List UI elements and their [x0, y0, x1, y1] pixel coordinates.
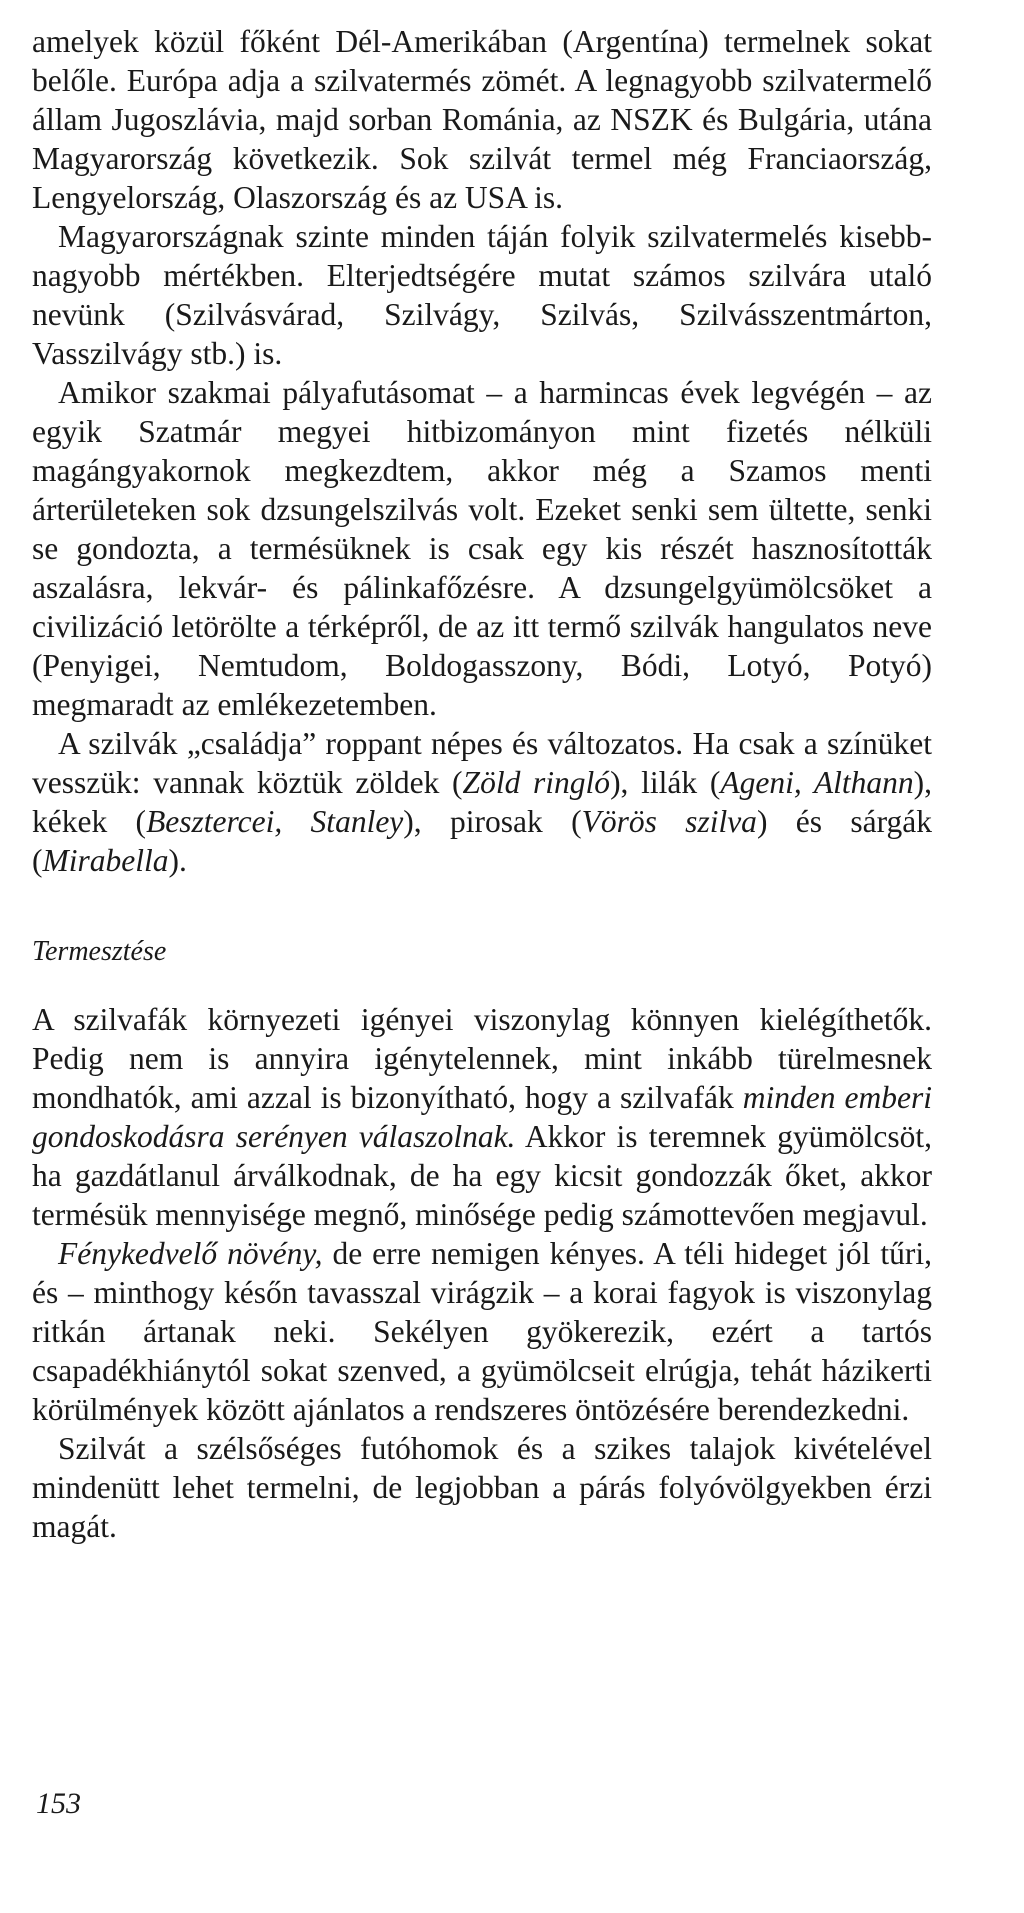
paragraph-5: [32, 1000, 932, 1234]
text-run: ) és sárgák (: [32, 804, 933, 878]
paragraph-6: [32, 1234, 932, 1429]
page-number: 153: [36, 1787, 81, 1820]
text-run: ), pirosak (: [403, 804, 582, 839]
emphasis: minden emberi gondoskodásra serényen válaszolnak.: [32, 1080, 932, 1154]
paragraph-4: [32, 724, 932, 880]
variety-name: Besztercei, Stanley: [146, 804, 404, 839]
text-run: A szilvák „családja” roppant népes és változatos. Ha csak a színüket vesszük: vannak köztük zöldek (: [32, 726, 932, 800]
paragraph-7: Szilvát a szélsőséges futóhomok és a szikes talajok kivételével mindenütt lehet termelni, de legjobban a párás folyóvölgyekben érzi magát.: [32, 1431, 932, 1544]
paragraph-3: Amikor szakmai pályafutásomat – a harmincas évek legvégén – az egyik Szatmár megyei hitbizományon mint fizetés nélküli magángyakornok megkezdtem, akkor még a Szamos menti árterületeken sok dzsungelszilvás volt. Ezeket senki sem ültette, senki se gondozta, a termésüknek is csak egy kis részét hasznosították aszalásra, lekvár- és pálinkafőzésre. A dzsungelgyümölcsöket a civilizáció letörölte a térképről, de az itt termő szilvák hangulatos neve (Penyigei, Nemtudom, Boldogasszony, Bódi, Lotyó, Potyó) megmaradt az emlékezetemben.: [32, 375, 932, 722]
variety-name: Ageni, Althann: [720, 765, 914, 800]
paragraph-1: amelyek közül főként Dél-Amerikában (Argentína) termelnek sokat belőle. Európa adja a szilvatermés zömét. A legnagyobb szilvatermelő állam Jugoszlávia, majd sorban Románia, az NSZK és Bulgária, utána Magyarország következik. Sok szilvát termel még Franciaország, Lengyelország, Olaszország és az USA is.: [32, 24, 932, 215]
emphasis: Fénykedvelő növény,: [58, 1236, 323, 1271]
paragraph-2: Magyarországnak szinte minden táján folyik szilvatermelés kisebb-nagyobb mértékben. Elterjedtségére mutat számos szilvára utaló nevünk (Szilvásvárad, Szilvágy, Szilvás, Szilvásszentmárton, Vasszilvágy stb.) is.: [32, 219, 932, 371]
section-heading: Termesztése: [32, 936, 167, 967]
text-run: ), kékek (: [32, 765, 932, 839]
variety-name: Zöld ringló: [462, 765, 611, 800]
text-run: de erre nemigen kényes. A téli hideget jól tűri, és – minthogy későn tavasszal virágzik – a korai fagyok is viszonylag ritkán ártanak neki. Sekélyen gyökerezik, ezért a tartós csapadékhiánytól sokat szenved, a gyümölcseit elrúgja, tehát házikerti körülmények között ajánlatos a rendszeres öntözésére berendezkedni.: [32, 1236, 932, 1427]
text-run: ), lilák (: [610, 765, 721, 800]
text-run: Akkor is teremnek gyümölcsöt, ha gazdátlanul árválkodnak, de ha egy kicsit gondozzák őket, akkor termésük mennyisége megnő, minősége pedig számottevően megjavul.: [32, 1119, 932, 1232]
text-run: A szilvafák környezeti igényei viszonylag könnyen kielégíthetők. Pedig nem is annyira igénytelennek, mint inkább türelmesnek mondhatók, ami azzal is bizonyítható, hogy a szilvafák: [32, 1002, 932, 1115]
variety-name: Vörös szilva: [581, 804, 757, 839]
page-body: [32, 22, 932, 1546]
variety-name: Mirabella: [42, 843, 169, 878]
text-run: ).: [168, 843, 187, 878]
